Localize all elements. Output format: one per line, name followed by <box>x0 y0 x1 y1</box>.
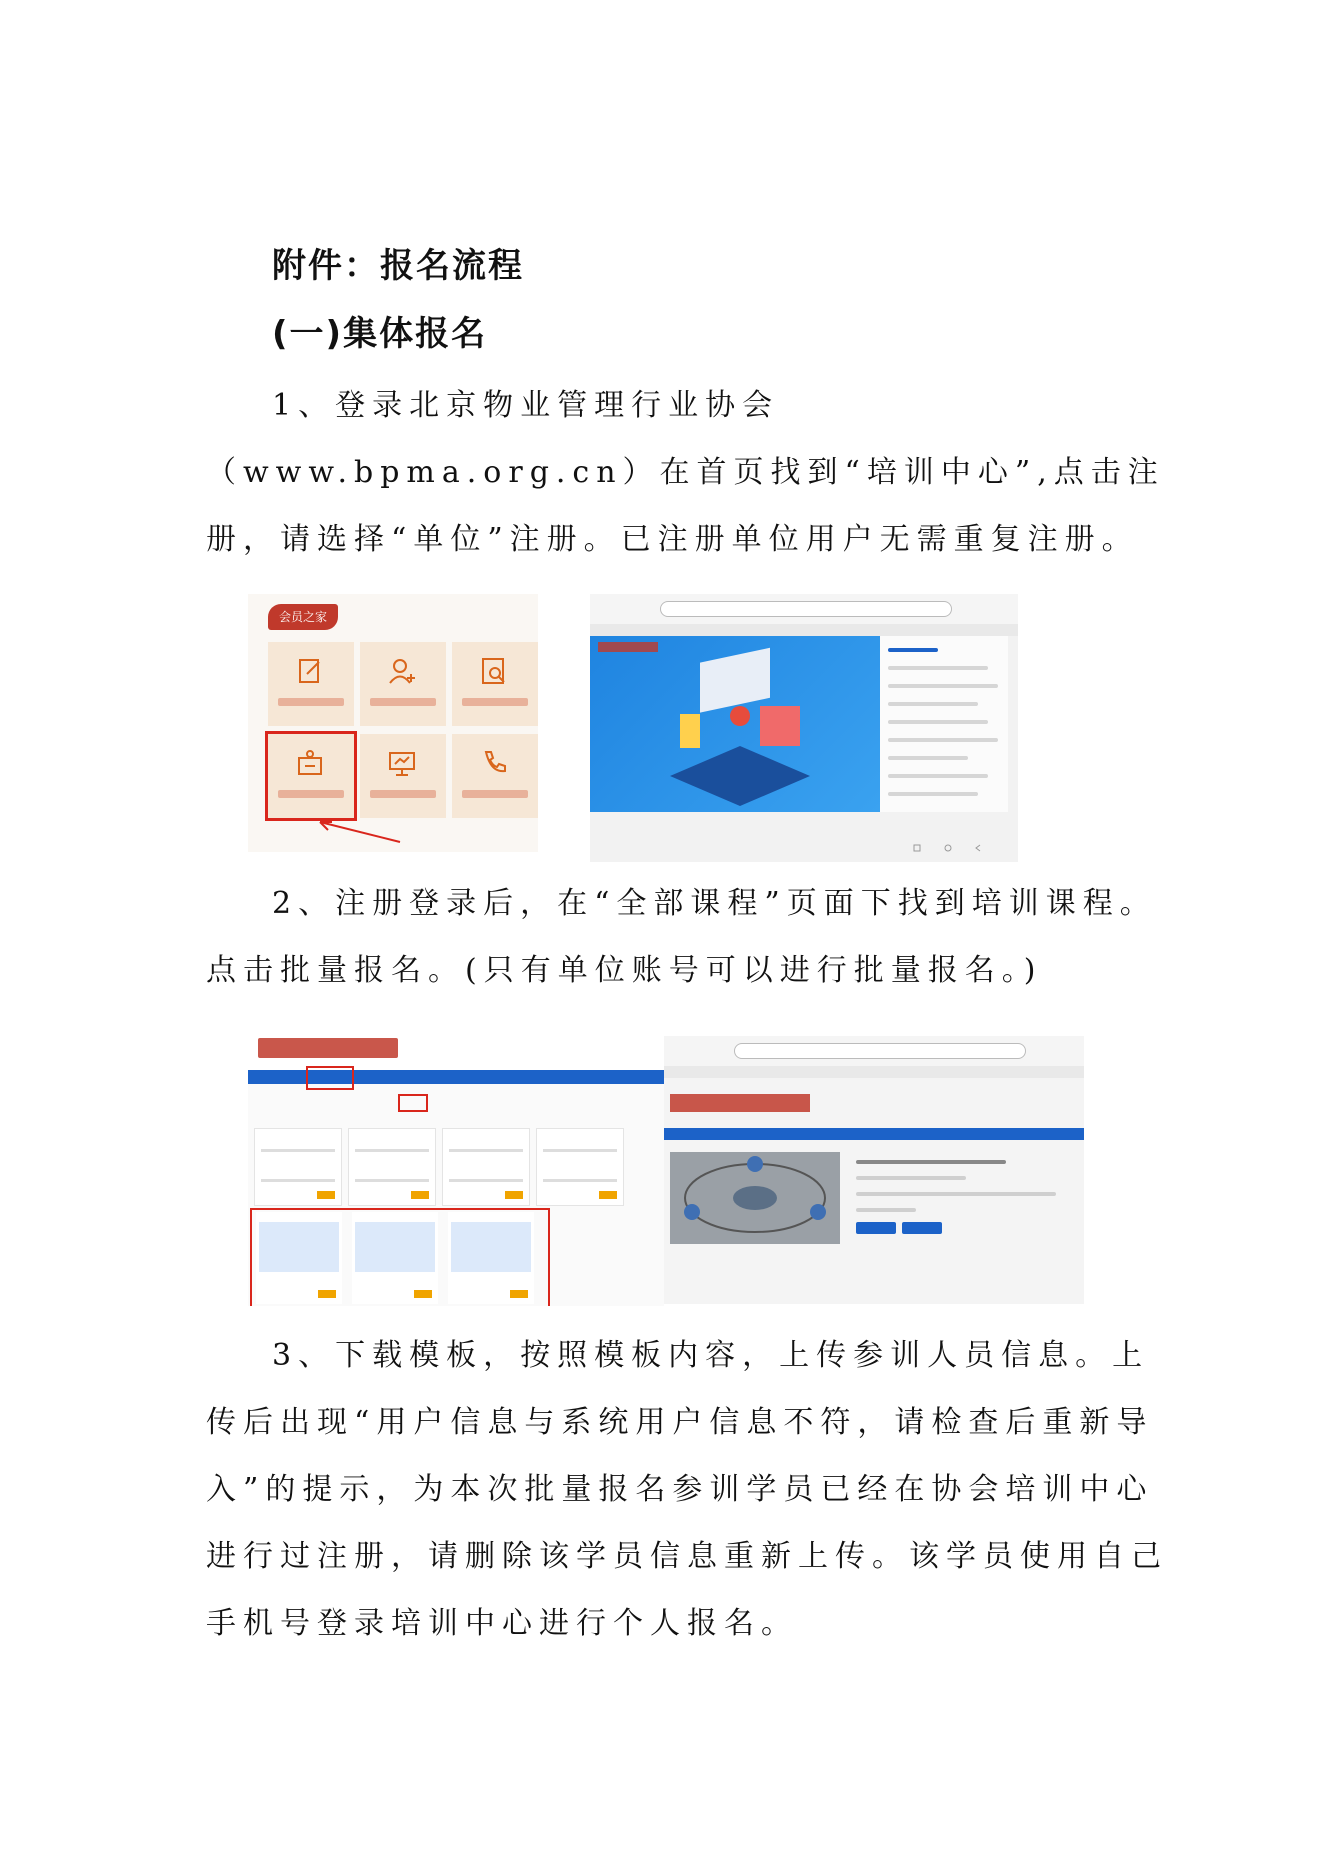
browser-toolbar <box>590 594 1018 625</box>
member-query-tile <box>452 642 538 726</box>
panel-line <box>888 756 968 760</box>
course-title-line <box>856 1160 1006 1164</box>
hero-banner <box>590 636 880 812</box>
tile-label-placeholder <box>278 698 344 706</box>
main-nav <box>664 1128 1084 1140</box>
android-nav-icons <box>910 844 990 852</box>
panel-line <box>888 792 978 796</box>
tile-label-placeholder <box>462 698 528 706</box>
panel-line <box>888 720 988 724</box>
course-group-highlight <box>250 1208 550 1306</box>
course-card <box>254 1128 342 1206</box>
course-diagram-image <box>670 1152 840 1244</box>
tile-label-placeholder <box>462 790 528 798</box>
panel-line <box>888 648 938 652</box>
course-info-line <box>856 1176 966 1180</box>
step-2-paragraph: 2、注册登录后，在“全部课程”页面下找到培训课程。点击批量报名。(只有单位账号可以进行批量报名。) <box>206 886 1157 988</box>
tile-label-placeholder <box>370 790 436 798</box>
training-site-screenshot <box>590 594 1018 862</box>
tile-label-placeholder <box>278 790 344 798</box>
member-login-tile <box>360 642 446 726</box>
meeting-center-tile <box>360 734 446 818</box>
laptop-illustration <box>590 636 880 812</box>
training-icon <box>295 748 325 778</box>
address-bar <box>660 601 952 617</box>
course-card <box>348 1128 436 1206</box>
browser-toolbar <box>664 1036 1084 1067</box>
phone-icon <box>479 748 509 778</box>
training-center-tile <box>268 734 354 818</box>
address-bar <box>734 1043 1026 1059</box>
course-card <box>536 1128 624 1206</box>
member-home-tag: 会员之家 <box>268 604 338 630</box>
association-logo <box>670 1094 810 1112</box>
panel-line <box>888 738 998 742</box>
search-doc-icon <box>479 656 509 686</box>
browser-tabs <box>664 1066 1084 1078</box>
user-add-icon <box>387 656 417 686</box>
panel-line <box>888 774 988 778</box>
register-tile <box>268 642 354 726</box>
course-detail-screenshot <box>664 1036 1084 1304</box>
site-header <box>248 1030 664 1070</box>
batch-filter-highlight <box>398 1094 428 1112</box>
step-1-paragraph: 1、登录北京物业管理行业协会（www.bpma.org.cn）在首页找到“培训中心”,点击注册，请选择“单位”注册。已注册单位用户无需重复注册。 <box>206 388 1165 557</box>
step-3-paragraph: 3、下载模板，按照模板内容，上传参训人员信息。上传后出现“用户信息与系统用户信息不符，请检查后重新导入”的提示，为本次批量报名参训学员已经在协会培训中心进行过注册，请删除该学员信息重新上传。该学员使用自己手机号登录培训中心进行个人报名。 <box>206 1338 1168 1641</box>
presentation-icon <box>387 748 417 778</box>
login-panel <box>880 636 1008 812</box>
pointer-arrow <box>300 816 410 846</box>
batch-signup-button <box>856 1222 896 1234</box>
panel-line <box>888 702 978 706</box>
browser-tabs <box>590 624 1018 636</box>
contact-us-tile <box>452 734 538 818</box>
section-heading: (一)集体报名 <box>272 314 488 354</box>
course-info-line <box>856 1208 916 1212</box>
course-info-line <box>856 1192 1056 1196</box>
course-card <box>442 1128 530 1206</box>
edit-icon <box>295 656 325 686</box>
panel-line <box>888 684 998 688</box>
member-home-screenshot <box>248 594 538 852</box>
signup-button <box>902 1222 942 1234</box>
panel-line <box>888 666 988 670</box>
tile-label-placeholder <box>370 698 436 706</box>
page-title: 附件：报名流程 <box>272 246 524 286</box>
all-courses-screenshot <box>248 1030 664 1306</box>
association-logo <box>258 1038 398 1058</box>
all-courses-highlight <box>306 1066 354 1090</box>
